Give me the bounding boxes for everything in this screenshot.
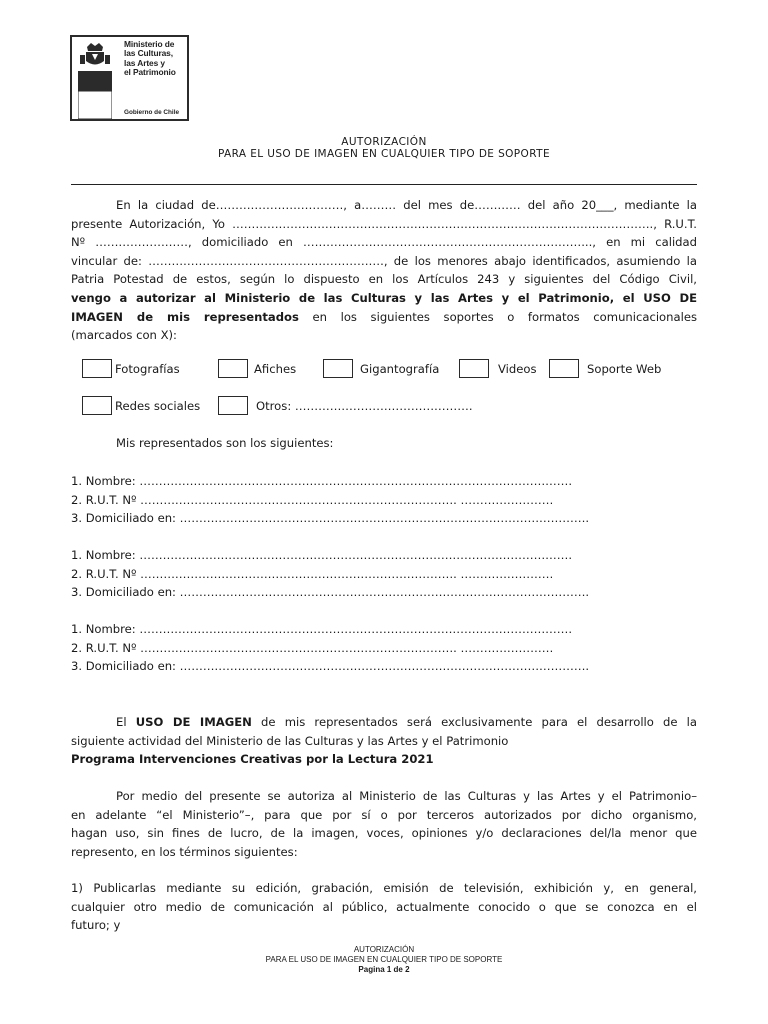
rep1-address-line[interactable]: 3. Domiciliado en: ……………………………………………………………………………………………. — [71, 511, 590, 525]
intro-line: presente Autorización, Yo ………………………………………………………………………………………………., R.U.T. — [71, 216, 697, 231]
label-afiches: Afiches — [254, 362, 297, 376]
rep1-name-line[interactable]: 1. Nombre: …………………………………………………………………………………………………. — [71, 474, 573, 488]
usage-line: siguiente actividad del Ministerio de las Culturas y las Artes y el Patrimonio — [71, 733, 509, 748]
rep2-rut-line[interactable]: 2. R.U.T. Nº ………………………………………………………………………. …………………… — [71, 567, 554, 581]
document-subtitle: PARA EL USO DE IMAGEN EN CUALQUIER TIPO DE SOPORTE — [218, 148, 550, 160]
authorization-paragraph — [71, 787, 697, 861]
intro-line-rest: en los siguientes soportes o formatos comunicacionales — [298, 309, 697, 324]
representatives-heading: Mis representados son los siguientes: — [116, 436, 334, 450]
page-number: Pagina 1 de 2 — [358, 965, 410, 974]
authorization-line: hagan uso, sin fines de lucro, de la imagen, voces, opiniones y/o declaraciones del/la menor que — [71, 826, 697, 841]
organization-name: Ministerio de las Culturas, las Artes y el Patrimonio — [124, 39, 176, 78]
clause-line: futuro; y — [71, 918, 121, 933]
checkbox-soporte-web[interactable] — [549, 359, 579, 378]
label-redes-sociales: Redes sociales — [115, 399, 201, 413]
rep2-name-line[interactable]: 1. Nombre: …………………………………………………………………………………………………. — [71, 548, 573, 562]
label-fotografias: Fotografías — [115, 362, 180, 376]
usage-paragraph — [71, 713, 697, 769]
flag-stripe-icon — [78, 71, 112, 119]
intro-line: Nº ……………………, domiciliado en ………………………………………………………………..., en mi calidad — [71, 235, 697, 250]
intro-line: vincular de: ……………………………………………………., de los menores abajo identificados, asumiendo la — [71, 253, 697, 268]
checkbox-gigantografia[interactable] — [323, 359, 353, 378]
usage-text: El — [116, 715, 136, 729]
rep1-rut-line[interactable]: 2. R.U.T. Nº ………………………………………………………………………. …………………… — [71, 493, 554, 507]
label-videos: Videos — [498, 362, 537, 376]
checkbox-redes-sociales[interactable] — [82, 396, 112, 415]
clause-line: 1) Publicarlas mediante su edición, grabación, emisión de televisión, exhibición y, en general, — [71, 881, 697, 895]
usage-line — [71, 713, 697, 732]
intro-line: (marcados con X): — [71, 328, 177, 343]
rep3-address-line[interactable]: 3. Domiciliado en: ……………………………………………………………………………………………. — [71, 659, 590, 673]
authorization-line: represento, en los términos siguientes: — [71, 844, 298, 859]
checkbox-afiches[interactable] — [218, 359, 248, 378]
rep3-rut-line[interactable]: 2. R.U.T. Nº ………………………………………………………………………. …………………… — [71, 641, 554, 655]
intro-bold-phrase: IMAGEN de mis representados — [71, 309, 299, 324]
title-divider — [71, 184, 697, 185]
checkbox-otros[interactable] — [218, 396, 248, 415]
authorization-line: Por medio del presente se autoriza al Ministerio de las Culturas y las Artes y el Patrimonio– — [116, 789, 697, 803]
document-title: AUTORIZACIÓN — [341, 136, 427, 148]
intro-line-bold: vengo a autorizar al Ministerio de las Culturas y las Artes y el Patrimonio, el USO DE — [71, 290, 697, 305]
footer-subtitle: PARA EL USO DE IMAGEN EN CUALQUIER TIPO DE SOPORTE — [265, 955, 503, 964]
label-soporte-web: Soporte Web — [587, 362, 662, 376]
label-gigantografia: Gigantografía — [360, 362, 440, 376]
footer-title: AUTORIZACIÓN — [353, 945, 415, 954]
coat-of-arms-icon — [78, 41, 112, 69]
authorization-line: en adelante “el Ministerio”–, para que por sí o por terceros autorizados por dicho organismo, — [71, 807, 697, 822]
usage-bold-phrase: USO DE IMAGEN — [135, 715, 252, 729]
clause-1-paragraph — [71, 879, 697, 935]
intro-line — [71, 308, 697, 327]
rep3-name-line[interactable]: 1. Nombre: …………………………………………………………………………………………………. — [71, 622, 573, 636]
usage-text: de mis representados será exclusivamente para el desarrollo de la — [251, 715, 698, 729]
clause-line: cualquier otro medio de comunicación al público, actualmente conocido o que se conozca en el — [71, 899, 697, 914]
rep2-address-line[interactable]: 3. Domiciliado en: ……………………………………………………………………………………………. — [71, 585, 590, 599]
government-label: Gobierno de Chile — [124, 109, 180, 116]
checkbox-videos[interactable] — [459, 359, 489, 378]
intro-line: Patria Potestad de estos, según lo dispuesto en los Artículos 243 y siguientes del Código Civil, — [71, 272, 697, 287]
checkbox-fotografias[interactable] — [82, 359, 112, 378]
program-name: Programa Intervenciones Creativas por la Lectura 2021 — [71, 752, 434, 767]
intro-paragraph — [71, 196, 697, 345]
label-otros: Otros: ………………………………………. — [256, 399, 473, 413]
ministry-logo — [70, 35, 189, 121]
intro-line: En la ciudad de……………………………, a……… del mes de………… del año 20___, mediante la — [116, 198, 697, 212]
